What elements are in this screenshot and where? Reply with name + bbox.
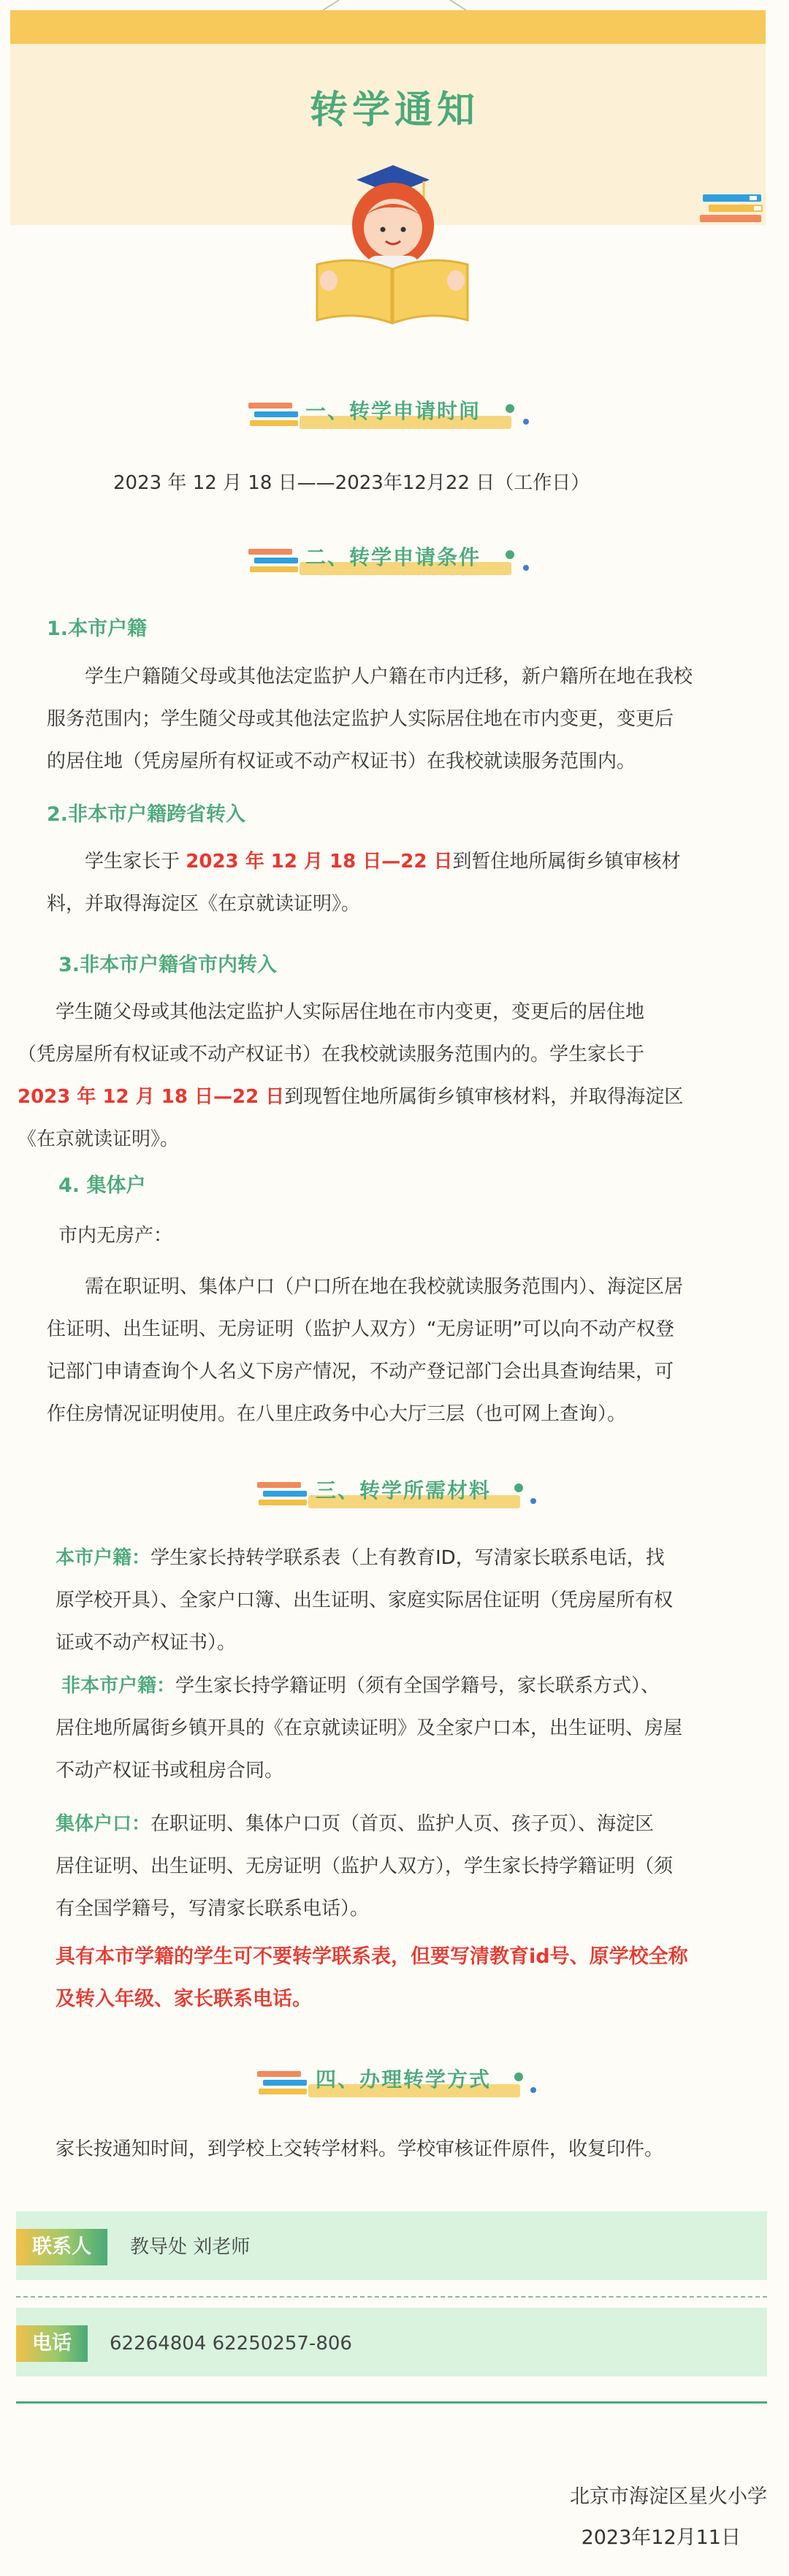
signature-school: 北京市海淀区星火小学	[570, 2485, 767, 2508]
condition-4-title: 4. 集体户	[58, 1174, 146, 1197]
section-4-title: 四、办理转学方式	[316, 2067, 492, 2091]
condition-2-text: 学生家长于 2023 年 12 月 18 日—22 日到暂住地所属街乡镇审核材 料，并取得海淀区《在京就读证明》。	[47, 851, 681, 915]
heading-books-icon	[248, 401, 304, 429]
heading-books-icon	[248, 547, 304, 575]
section-3-heading	[0, 1470, 789, 1514]
condition-3-title: 3.非本市户籍省市内转入	[58, 954, 278, 976]
section-4-heading	[0, 2059, 789, 2103]
condition-3-text: 学生随父母或其他法定监护人实际居住地在市内变更，变更后的居住地 （凭房屋所有权证或不动产权证书）在我校就读服务范围内的。学生家长于 2023 年 12 月 18 日—22 日到现暂住地所属街乡镇审核材料，并取得海淀区 《在京就读证明》。	[18, 1001, 684, 1150]
condition-2-title: 2.非本市户籍跨省转入	[47, 803, 246, 826]
contact-phone-value: 62264804 62250257-806	[110, 2333, 352, 2355]
materials-local-hukou: 本市户籍：学生家长持转学联系表（上有教育ID，写清家长联系电话，找 原学校开具）、全家户口簿、出生证明、家庭实际居住证明（凭房屋所有权 证或不动产权证书）。	[56, 1547, 674, 1654]
important-notice: 具有本市学籍的学生可不要转学联系表，但要写清教育id号、原学校全称 及转入年级、家长联系电话。	[56, 1945, 688, 2010]
procedure-text: 家长按通知时间，到学校上交转学材料。学校审核证件原件，收复印件。	[56, 2138, 664, 2160]
header-band	[10, 10, 766, 44]
contact-divider	[16, 2296, 767, 2298]
condition-4-intro: 市内无房产：	[58, 1225, 173, 1247]
page-title: 转学通知	[309, 88, 479, 132]
section-2-heading	[0, 537, 789, 581]
materials-non-local-hukou: 非本市户籍：学生家长持学籍证明（须有全国学籍号，家长联系方式）、 居住地所属街乡镇开具的《在京就读证明》及全家户口本，出生证明、房屋 不动产权证书或租房合同。	[56, 1675, 683, 1782]
materials-label-local: 本市户籍：	[56, 1547, 151, 1569]
contact-person-value: 教导处 刘老师	[130, 2236, 251, 2258]
section-1-heading	[0, 391, 789, 435]
contact-person-row	[16, 2211, 767, 2280]
heading-books-icon	[257, 2070, 313, 2097]
hanger-icon	[321, 0, 468, 10]
condition-1-text: 学生户籍随父母或其他法定监护人户籍在市内迁移，新户籍所在地在我校 服务范围内；学生随父母或其他法定监护人实际居住地在市内变更，变更后 的居住地（凭房屋所有权证或不动产权证书）在我校就读服务范围内。	[47, 666, 693, 772]
footer-rule	[16, 2401, 767, 2404]
condition-1-title: 1.本市户籍	[47, 618, 148, 640]
contact-person-label: 联系人	[16, 2229, 107, 2265]
contact-phone-row	[16, 2308, 767, 2376]
materials-label-collective: 集体户口：	[56, 1813, 151, 1835]
section-3-title: 三、转学所需材料	[316, 1478, 492, 1502]
application-date-range: 2023 年 12 月 18 日——2023年12月22 日（工作日）	[113, 472, 590, 494]
contact-phone-label: 电话	[16, 2325, 88, 2362]
materials-collective-hukou: 集体户口：在职证明、集体户口页（首页、监护人页、孩子页）、海淀区 居住证明、出生证明、无房证明（监护人双方），学生家长持学籍证明（须 有全国学籍号，写清家长联系电话）。	[56, 1813, 674, 1920]
heading-books-icon	[257, 1481, 313, 1508]
condition-4-text: 需在职证明、集体户口（户口所在地在我校就读服务范围内）、海淀区居 住证明、出生证明、无房证明（监护人双方）“无房证明”可以向不动产权登 记部门申请查询个人名义下房产情况，不动产登记部门会出具查询结果，可 作住房情况证明使用。在八里庄政务中心大厅三层（也可网上查询）。	[47, 1276, 684, 1425]
signature-date: 2023年12月11日	[581, 2526, 741, 2549]
section-2-title: 二、转学申请条件	[305, 545, 481, 569]
student-reading-illustration	[313, 155, 472, 327]
books-icon	[698, 191, 766, 224]
section-1-title: 一、转学申请时间	[305, 399, 481, 423]
materials-label-non-local: 非本市户籍：	[61, 1675, 176, 1697]
